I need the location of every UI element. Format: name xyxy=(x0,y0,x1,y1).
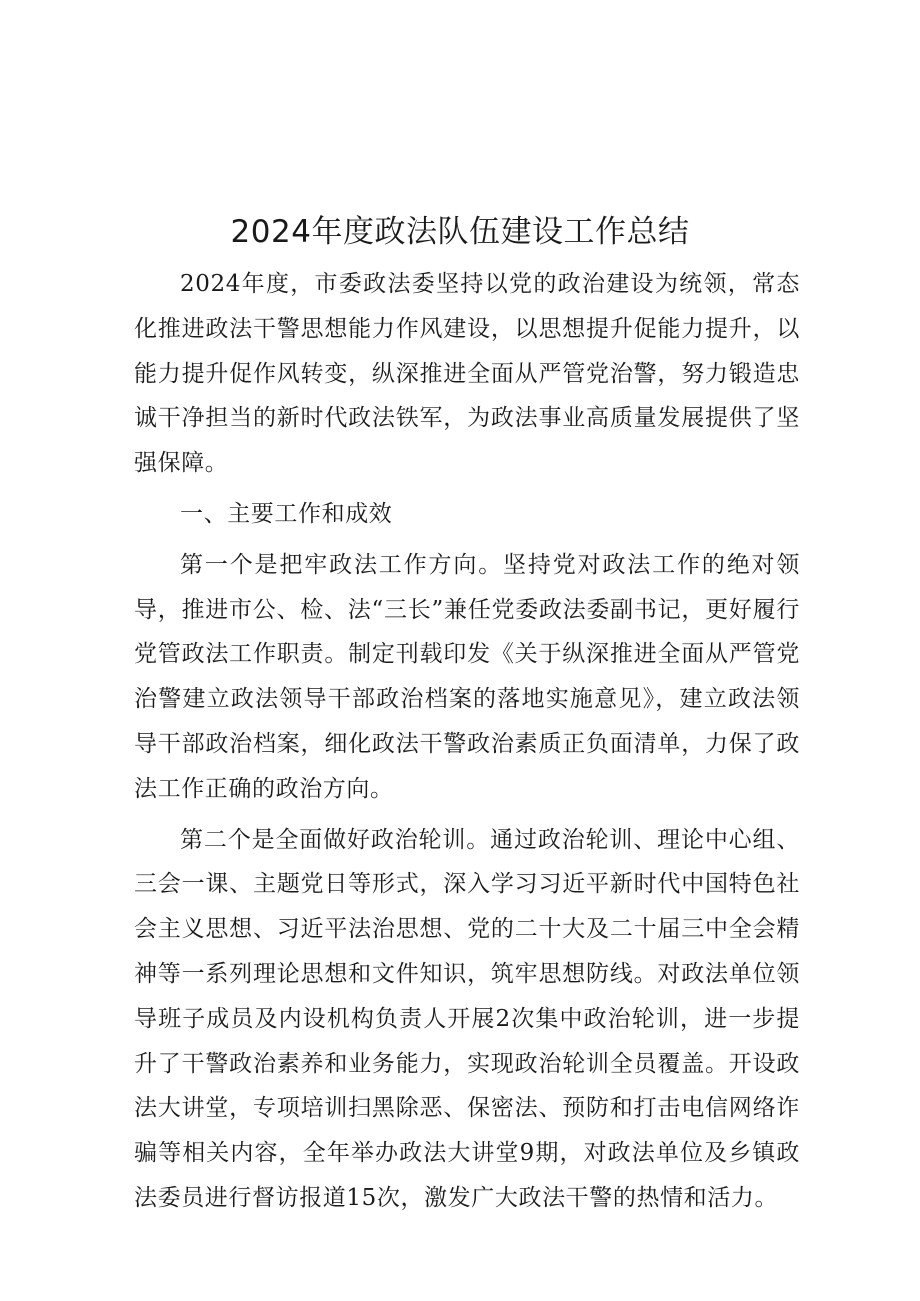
document-body xyxy=(134,262,800,1221)
paragraph-training: 第二个是全面做好政治轮训。通过政治轮训、理论中心组、三会一课、主题党日等形式，深入学习习近平新时代中国特色社会主义思想、习近平法治思想、党的二十大及二十届三中全会精神等一系列理论思想和文件知识，筑牢思想防线。对政法单位领导班子成员及内设机构负责人开展2次集中政治轮训，进一步提升了干警政治素养和业务能力，实现政治轮训全员覆盖。开设政法大讲堂，专项培训扫黑除恶、保密法、预防和打击电信网络诈骗等相关内容，全年举办政法大讲堂9期，对政法单位及乡镇政法委员进行督访报道15次，激发广大政法干警的热情和活力。 xyxy=(134,826,800,1211)
document-title: 2024年度政法队伍建设工作总结 xyxy=(230,214,690,250)
intro-paragraph: 2024年度，市委政法委坚持以党的政治建设为统领，常态化推进政法干警思想能力作风建设，以思想提升促能力提升，以能力提升促作风转变，纵深推进全面从严管党治警，努力锻造忠诚干净担当的新时代政法铁军，为政法事业高质量发展提供了坚强保障。 xyxy=(134,271,800,477)
paragraph-direction: 第一个是把牢政法工作方向。坚持党对政法工作的绝对领导，推进市公、检、法“三长”兼任党委政法委副书记，更好履行党管政法工作职责。制定刊载印发《关于纵深推进全面从严管党治警建立政法领导干部政治档案的落地实施意见》，建立政法领导干部政治档案，细化政法干警政治素质正负面清单，力保了政法工作正确的政治方向。 xyxy=(134,551,800,802)
section-heading: 一、主要工作和成效 xyxy=(180,500,393,527)
